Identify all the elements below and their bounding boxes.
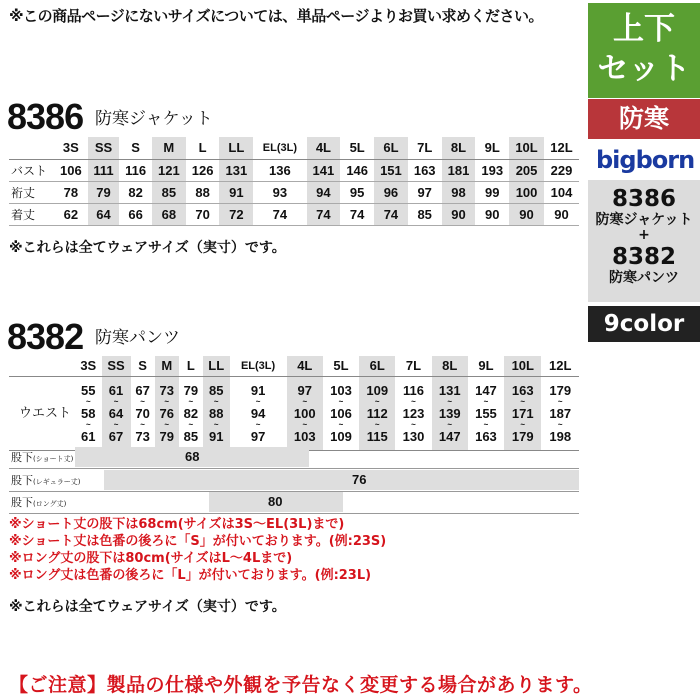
waist-value: 64 xyxy=(108,405,124,421)
range-tilde: ~ xyxy=(164,419,170,429)
waist-value: 91 xyxy=(209,428,224,444)
range-tilde: ~ xyxy=(557,419,563,429)
table-cell: 82 xyxy=(119,181,152,203)
range-tilde: ~ xyxy=(520,419,526,429)
waist-value: 109 xyxy=(366,382,389,398)
row-label: ウエスト xyxy=(9,376,75,450)
waist-value: 85 xyxy=(209,382,224,398)
inseam-regular-bar xyxy=(104,470,579,490)
range-tilde: ~ xyxy=(140,396,145,406)
waist-value: 67 xyxy=(135,382,150,398)
waist-cell xyxy=(203,376,230,450)
waist-cell xyxy=(504,376,541,450)
range-tilde: ~ xyxy=(447,396,453,406)
size-header: 4L xyxy=(287,356,323,376)
model-summary xyxy=(588,180,700,302)
range-tilde: ~ xyxy=(85,419,91,429)
pants-model-number: 8382 xyxy=(7,316,84,357)
waist-value: 147 xyxy=(438,428,461,444)
waist-value: 79 xyxy=(159,428,174,444)
table-cell: 66 xyxy=(119,203,152,225)
jacket-note: ※これらは全てウェアサイズ（実寸）です。 xyxy=(9,240,286,256)
inseam-short-row xyxy=(9,447,579,467)
waist-cell xyxy=(395,376,431,450)
table-cell: 106 xyxy=(54,159,88,181)
jacket-name: 防寒ジャケット xyxy=(95,109,213,129)
size-header: EL(3L) xyxy=(253,137,306,159)
range-tilde: ~ xyxy=(483,396,489,406)
inseam-regular-row xyxy=(9,470,579,490)
table-cell: 85 xyxy=(152,181,186,203)
table-cell: 72 xyxy=(219,203,253,225)
waist-cell xyxy=(102,376,131,450)
size-header: 10L xyxy=(509,137,544,159)
waist-value: 94 xyxy=(250,405,266,421)
waist-value: 187 xyxy=(549,405,572,421)
table-cell: 90 xyxy=(475,203,509,225)
jacket-model-number: 8386 xyxy=(7,96,84,137)
size-header: M xyxy=(152,137,186,159)
waist-row xyxy=(9,376,579,450)
row-label: 裄丈 xyxy=(9,181,54,203)
waist-value: 61 xyxy=(108,382,124,398)
waist-value: 112 xyxy=(366,405,388,421)
caution-notice: 【ご注意】製品の仕様や外観を予告なく変更する場合があります。 xyxy=(9,674,593,696)
table-cell: 100 xyxy=(509,181,544,203)
table-cell: 193 xyxy=(475,159,509,181)
color-count-badge: 9color xyxy=(588,306,700,342)
waist-cell xyxy=(541,376,579,450)
size-header: 6L xyxy=(359,356,395,376)
table-header-row xyxy=(9,356,579,376)
range-tilde: ~ xyxy=(255,396,261,406)
header-corner xyxy=(9,356,75,376)
size-header: L xyxy=(179,356,203,376)
waist-cell xyxy=(323,376,359,450)
size-header: 12L xyxy=(544,137,579,159)
size-header: S xyxy=(131,356,155,376)
waist-value: 85 xyxy=(183,428,199,444)
size-header: EL(3L) xyxy=(230,356,287,376)
table-cell: 74 xyxy=(307,203,341,225)
size-header: 5L xyxy=(323,356,359,376)
table-cell: 111 xyxy=(88,159,120,181)
waist-value: 97 xyxy=(250,428,266,444)
plus-sign: + xyxy=(638,227,650,243)
inseam-long-value: 80 xyxy=(268,494,283,509)
range-tilde: ~ xyxy=(113,419,119,429)
table-row xyxy=(9,203,579,225)
waist-value: 116 xyxy=(402,382,424,398)
size-header: M xyxy=(155,356,179,376)
table-cell: 95 xyxy=(340,181,374,203)
range-tilde: ~ xyxy=(520,396,526,406)
red-note: ※ロング丈の股下は80cm(サイズはL～4Lまで) xyxy=(9,551,293,566)
table-cell: 74 xyxy=(340,203,374,225)
size-header: SS xyxy=(88,137,120,159)
range-tilde: ~ xyxy=(164,396,170,406)
table-cell: 85 xyxy=(408,203,442,225)
divider xyxy=(9,468,579,469)
table-cell: 62 xyxy=(54,203,88,225)
table-cell: 68 xyxy=(152,203,186,225)
waist-cell xyxy=(179,376,203,450)
model1-number: 8386 xyxy=(611,186,676,212)
size-header: 4L xyxy=(307,137,341,159)
red-note: ※ショート丈の股下は68cm(サイズは3S～EL(3L)まで) xyxy=(9,517,345,532)
top-notice: ※この商品ページにないサイズについては、単品ページよりお買い求めください。 xyxy=(9,7,543,25)
waist-value: 55 xyxy=(81,382,96,398)
waist-cell xyxy=(359,376,395,450)
cold-badge: 防寒 xyxy=(588,99,700,139)
table-cell: 78 xyxy=(54,181,88,203)
waist-value: 130 xyxy=(402,428,425,444)
waist-cell xyxy=(230,376,287,450)
range-tilde: ~ xyxy=(188,396,194,406)
table-cell: 104 xyxy=(544,181,579,203)
waist-value: 103 xyxy=(293,428,316,444)
model2-number: 8382 xyxy=(611,244,676,270)
table-cell: 121 xyxy=(152,159,186,181)
range-tilde: ~ xyxy=(374,419,380,429)
size-header: 6L xyxy=(374,137,408,159)
inseam-long-row xyxy=(9,492,579,512)
size-header: 9L xyxy=(475,137,509,159)
waist-value: 70 xyxy=(135,405,150,421)
range-tilde: ~ xyxy=(338,396,344,406)
pants-name: 防寒パンツ xyxy=(95,328,180,348)
table-cell: 90 xyxy=(442,203,476,225)
size-header: LL xyxy=(203,356,230,376)
inseam-short-label: 股下(ショート丈) xyxy=(11,451,74,464)
table-cell: 74 xyxy=(374,203,408,225)
table-cell: 205 xyxy=(509,159,544,181)
waist-value: 103 xyxy=(330,382,352,398)
table-cell: 126 xyxy=(186,159,220,181)
range-tilde: ~ xyxy=(140,419,145,429)
size-header: 7L xyxy=(408,137,442,159)
model2-name: 防寒パンツ xyxy=(609,270,679,286)
pants-size-table xyxy=(9,356,579,451)
range-tilde: ~ xyxy=(374,396,380,406)
range-tilde: ~ xyxy=(113,396,119,406)
table-cell: 131 xyxy=(219,159,253,181)
table-cell: 90 xyxy=(544,203,579,225)
range-tilde: ~ xyxy=(255,419,261,429)
size-header: SS xyxy=(102,356,131,376)
size-header: S xyxy=(119,137,152,159)
waist-value: 198 xyxy=(549,428,572,444)
waist-value: 76 xyxy=(159,405,174,421)
table-cell: 96 xyxy=(374,181,408,203)
set-badge xyxy=(588,3,700,98)
waist-value: 155 xyxy=(475,405,497,421)
table-row xyxy=(9,159,579,181)
inseam-long-label: 股下(ロング丈) xyxy=(11,496,67,509)
set-badge-line2: セット xyxy=(597,51,691,87)
waist-value: 147 xyxy=(475,382,497,398)
waist-value: 73 xyxy=(135,428,150,444)
table-cell: 181 xyxy=(442,159,476,181)
waist-value: 100 xyxy=(293,405,316,421)
size-header: 10L xyxy=(504,356,541,376)
waist-value: 131 xyxy=(438,382,461,398)
size-header: L xyxy=(186,137,220,159)
table-cell: 229 xyxy=(544,159,579,181)
waist-value: 67 xyxy=(108,428,124,444)
pants-note: ※これらは全てウェアサイズ（実寸）です。 xyxy=(9,599,286,615)
size-header: 7L xyxy=(395,356,431,376)
table-row xyxy=(9,181,579,203)
size-header: 5L xyxy=(340,137,374,159)
waist-value: 139 xyxy=(438,405,461,421)
table-cell: 136 xyxy=(253,159,306,181)
size-header: 3S xyxy=(54,137,88,159)
range-tilde: ~ xyxy=(411,396,416,406)
waist-value: 123 xyxy=(402,405,425,421)
inseam-regular-label: 股下(レギュラー丈) xyxy=(11,474,81,487)
waist-cell xyxy=(131,376,155,450)
size-header: 9L xyxy=(468,356,504,376)
range-tilde: ~ xyxy=(213,396,219,406)
waist-value: 163 xyxy=(511,382,534,398)
waist-value: 179 xyxy=(549,382,572,398)
table-cell: 94 xyxy=(307,181,341,203)
row-label: 着丈 xyxy=(9,203,54,225)
model1-name: 防寒ジャケット xyxy=(595,212,693,228)
table-cell: 93 xyxy=(253,181,306,203)
range-tilde: ~ xyxy=(483,419,489,429)
waist-value: 179 xyxy=(511,428,534,444)
divider xyxy=(9,513,579,514)
waist-value: 97 xyxy=(297,382,312,398)
table-cell: 146 xyxy=(340,159,374,181)
range-tilde: ~ xyxy=(302,419,308,429)
waist-cell xyxy=(75,376,102,450)
red-note: ※ロング丈は色番の後ろに「L」が付いております。(例:23L) xyxy=(9,568,372,583)
pants-red-notes xyxy=(9,516,386,584)
size-header: 8L xyxy=(442,137,476,159)
table-cell: 99 xyxy=(475,181,509,203)
waist-value: 88 xyxy=(209,405,224,421)
range-tilde: ~ xyxy=(85,396,91,406)
size-header: 3S xyxy=(75,356,102,376)
table-cell: 141 xyxy=(307,159,341,181)
row-label: バスト xyxy=(9,159,54,181)
range-tilde: ~ xyxy=(338,419,344,429)
waist-value: 109 xyxy=(330,428,352,444)
table-cell: 74 xyxy=(253,203,306,225)
inseam-regular-value: 76 xyxy=(352,472,367,487)
range-tilde: ~ xyxy=(447,419,453,429)
red-note: ※ショート丈は色番の後ろに「S」が付いております。(例:23S) xyxy=(9,534,387,549)
table-header-row xyxy=(9,137,579,159)
table-cell: 90 xyxy=(509,203,544,225)
size-header: 8L xyxy=(432,356,468,376)
range-tilde: ~ xyxy=(213,419,219,429)
waist-cell xyxy=(155,376,179,450)
waist-cell xyxy=(432,376,468,450)
waist-value: 106 xyxy=(330,405,352,421)
range-tilde: ~ xyxy=(411,419,416,429)
waist-value: 79 xyxy=(183,382,199,398)
waist-value: 82 xyxy=(183,405,199,421)
size-header: LL xyxy=(219,137,253,159)
table-cell: 88 xyxy=(186,181,220,203)
table-cell: 116 xyxy=(119,159,152,181)
jacket-size-table xyxy=(9,137,579,226)
table-cell: 151 xyxy=(374,159,408,181)
table-cell: 91 xyxy=(219,181,253,203)
waist-cell xyxy=(287,376,323,450)
table-cell: 70 xyxy=(186,203,220,225)
waist-value: 163 xyxy=(475,428,497,444)
set-badge-line1: 上下 xyxy=(613,11,675,47)
waist-value: 58 xyxy=(81,405,96,421)
waist-value: 171 xyxy=(511,405,534,421)
waist-value: 91 xyxy=(250,382,266,398)
table-cell: 98 xyxy=(442,181,476,203)
waist-value: 115 xyxy=(366,428,388,444)
waist-value: 73 xyxy=(159,382,174,398)
header-corner xyxy=(9,137,54,159)
range-tilde: ~ xyxy=(557,396,563,406)
inseam-short-value: 68 xyxy=(185,449,200,464)
range-tilde: ~ xyxy=(188,419,194,429)
size-header: 12L xyxy=(541,356,579,376)
waist-cell xyxy=(468,376,504,450)
table-cell: 64 xyxy=(88,203,120,225)
table-cell: 79 xyxy=(88,181,120,203)
range-tilde: ~ xyxy=(302,396,308,406)
table-cell: 97 xyxy=(408,181,442,203)
waist-value: 61 xyxy=(81,428,96,444)
table-cell: 163 xyxy=(408,159,442,181)
brand-logo: bigborn xyxy=(596,146,695,174)
